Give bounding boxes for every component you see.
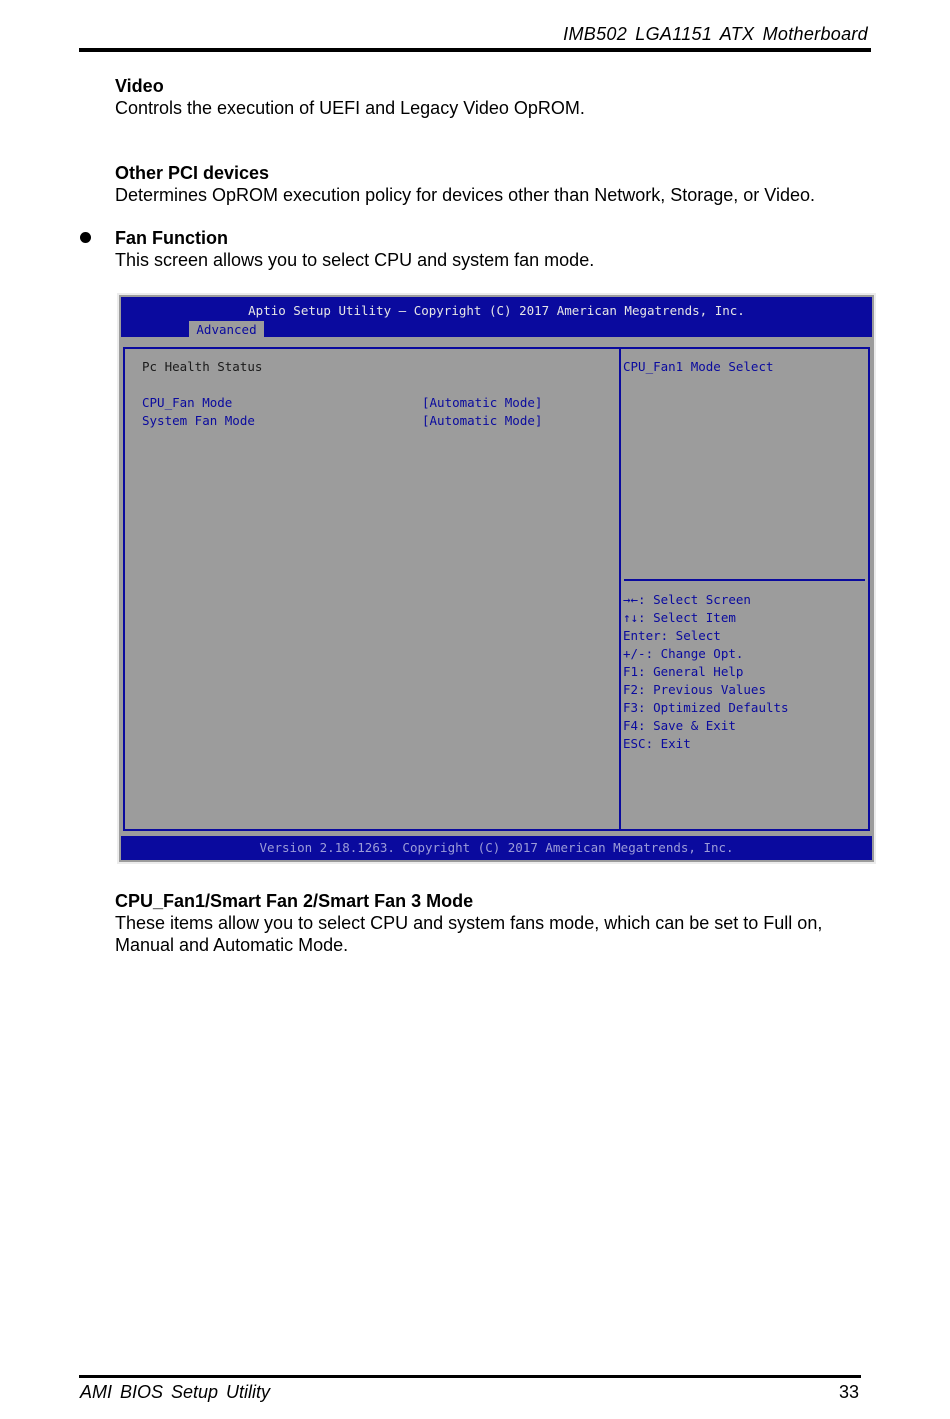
bios-settings-panel [123, 347, 621, 831]
pc-health-status-title: Pc Health Status [142, 359, 263, 374]
footer-rule [79, 1375, 861, 1378]
key-esc-exit: ESC: Exit [623, 736, 691, 751]
fan-function-description: This screen allows you to select CPU and system fan mode. [115, 250, 595, 270]
key-optimized-defaults: F3: Optimized Defaults [623, 700, 789, 715]
video-heading: Video [115, 76, 164, 96]
help-title: CPU_Fan1 Mode Select [623, 359, 774, 374]
key-enter-select: Enter: Select [623, 628, 721, 643]
cpu-fan-mode-label[interactable]: CPU_Fan Mode [142, 395, 233, 410]
running-header: IMB502 LGA1151 ATX Motherboard [563, 24, 868, 44]
key-save-exit: F4: Save & Exit [623, 718, 736, 733]
key-select-screen: →←: Select Screen [623, 592, 751, 607]
cpu-fan-modes-description-line2: Manual and Automatic Mode. [115, 935, 349, 955]
bios-help-panel [619, 347, 870, 831]
bios-title-bar [121, 297, 872, 337]
help-separator [624, 579, 865, 581]
other-pci-description: Determines OpROM execution policy for devices other than Network, Storage, or Video. [115, 185, 815, 205]
fan-function-heading: Fan Function [115, 228, 228, 248]
cpu-fan-modes-description-line1: These items allow you to select CPU and system fans mode, which can be set to Full on, [115, 913, 823, 933]
system-fan-mode-value[interactable]: [Automatic Mode] [422, 413, 543, 428]
system-fan-mode-label[interactable]: System Fan Mode [142, 413, 255, 428]
other-pci-section [115, 162, 815, 206]
cpu-fan-modes-section [115, 890, 822, 956]
fan-function-section [115, 227, 594, 271]
video-description: Controls the execution of UEFI and Legacy Video OpROM. [115, 98, 585, 118]
bios-title: Aptio Setup Utility – Copyright (C) 2017 American Megatrends, Inc. [248, 303, 745, 318]
key-previous-values: F2: Previous Values [623, 682, 766, 697]
key-select-item: ↑↓: Select Item [623, 610, 736, 625]
header-rule [79, 48, 871, 52]
bullet-icon [80, 232, 91, 243]
bios-version-bar: Version 2.18.1263. Copyright (C) 2017 American Megatrends, Inc. [121, 836, 872, 860]
bios-screenshot [117, 293, 876, 864]
key-general-help: F1: General Help [623, 664, 744, 679]
video-section [115, 75, 585, 119]
page-number: 33 [838, 1382, 859, 1402]
cpu-fan-modes-heading: CPU_Fan1/Smart Fan 2/Smart Fan 3 Mode [115, 891, 474, 911]
cpu-fan-mode-value[interactable]: [Automatic Mode] [422, 395, 543, 410]
running-footer: AMI BIOS Setup Utility [80, 1382, 271, 1402]
tab-advanced[interactable]: Advanced [189, 321, 264, 339]
key-change-opt: +/-: Change Opt. [623, 646, 744, 661]
other-pci-heading: Other PCI devices [115, 163, 270, 183]
